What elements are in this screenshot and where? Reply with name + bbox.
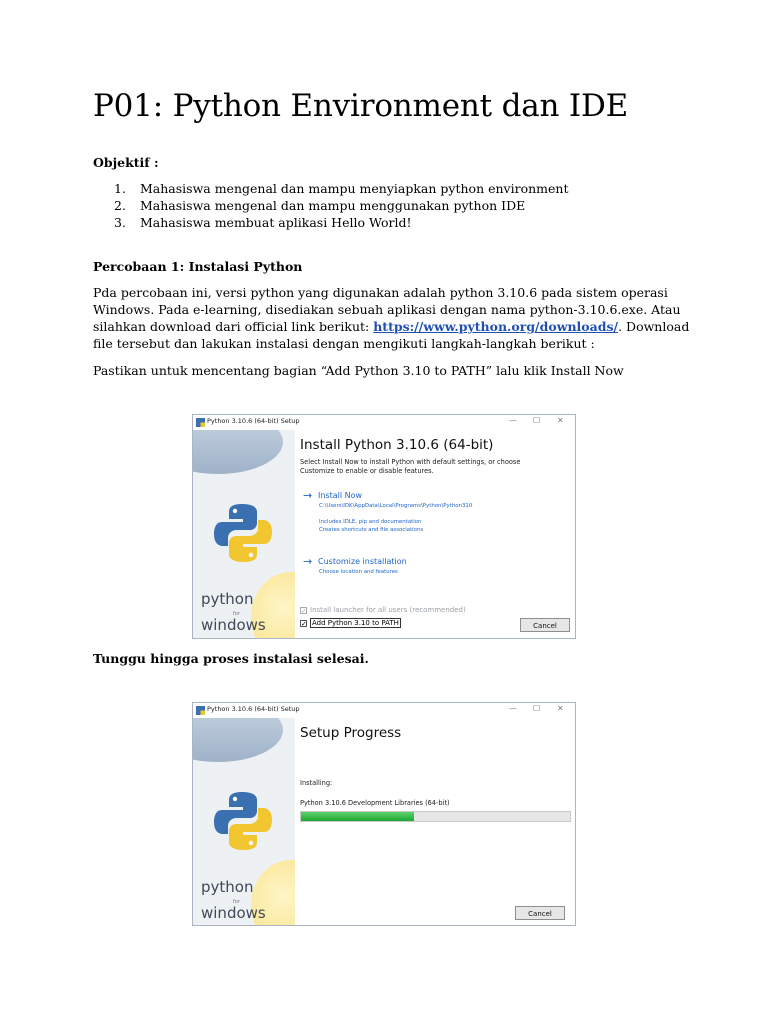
launcher-checkbox[interactable] bbox=[300, 606, 466, 614]
installer-heading: Install Python 3.10.6 (64-bit) bbox=[300, 437, 494, 453]
list-number: 2. bbox=[114, 198, 126, 213]
cancel-button[interactable]: Cancel bbox=[520, 618, 570, 632]
installer-desc-line: Customize to enable or disable features. bbox=[300, 467, 434, 475]
logo-python-text: python bbox=[201, 878, 254, 896]
list-item bbox=[93, 214, 568, 231]
close-icon[interactable]: ✕ bbox=[557, 704, 564, 713]
list-text: Mahasiswa membuat aplikasi Hello World! bbox=[140, 215, 412, 230]
logo-windows-text: windows bbox=[201, 904, 266, 922]
installer-heading: Setup Progress bbox=[300, 725, 402, 741]
tunggu-instruction: Tunggu hingga proses instalasi selesai. bbox=[93, 651, 369, 666]
paragraph-text: . Download bbox=[618, 319, 690, 334]
add-path-checkbox[interactable] bbox=[300, 619, 401, 627]
maximize-icon[interactable]: ☐ bbox=[533, 704, 541, 713]
python-logo-icon bbox=[212, 502, 274, 564]
customize-label: Customize installation bbox=[318, 557, 407, 566]
list-item bbox=[93, 197, 568, 214]
installer-desc-line: Select Install Now to install Python with default settings, or choose bbox=[300, 458, 521, 466]
installer-window-progress bbox=[192, 702, 576, 926]
arrow-right-icon: → bbox=[303, 489, 313, 502]
list-text: Mahasiswa mengenal dan mampu menggunakan python IDE bbox=[140, 198, 526, 213]
window-titlebar bbox=[193, 415, 575, 430]
arrow-right-icon: → bbox=[303, 555, 313, 568]
logo-python-text: python bbox=[201, 590, 254, 608]
page-title: P01: Python Environment dan IDE bbox=[93, 88, 629, 124]
checkbox-checked-icon: ✓ bbox=[301, 607, 307, 615]
list-number: 1. bbox=[114, 181, 126, 196]
add-path-label: Add Python 3.10 to PATH bbox=[312, 619, 399, 627]
decorative-blob bbox=[193, 718, 283, 762]
minimize-icon[interactable]: — bbox=[509, 416, 517, 425]
progress-fill bbox=[301, 812, 414, 821]
logo-for-text: for bbox=[233, 611, 240, 617]
list-number: 3. bbox=[114, 215, 126, 230]
objektif-label: Objektif : bbox=[93, 155, 159, 170]
python-setup-icon bbox=[196, 706, 205, 715]
window-title: Python 3.10.6 (64-bit) Setup bbox=[207, 417, 300, 425]
paragraph-line bbox=[93, 318, 690, 335]
installing-label: Installing: bbox=[300, 779, 333, 787]
logo-for-text: for bbox=[233, 899, 240, 905]
logo-windows-text: windows bbox=[201, 616, 266, 634]
cancel-button[interactable]: Cancel bbox=[515, 906, 565, 920]
minimize-icon[interactable]: — bbox=[509, 704, 517, 713]
maximize-icon[interactable]: ☐ bbox=[533, 416, 541, 425]
intro-paragraph bbox=[93, 284, 690, 352]
customize-sub: Choose location and features bbox=[319, 569, 398, 575]
list-item bbox=[93, 180, 568, 197]
window-title: Python 3.10.6 (64-bit) Setup bbox=[207, 705, 300, 713]
installer-window-install bbox=[192, 414, 576, 639]
paragraph-text: silahkan download dari official link berikut: bbox=[93, 319, 374, 334]
install-now-label: Install Now bbox=[318, 491, 363, 500]
installer-sidebar bbox=[193, 430, 295, 638]
customize-installation-option[interactable] bbox=[303, 556, 563, 578]
launcher-label: Install launcher for all users (recommended) bbox=[310, 606, 466, 614]
close-icon[interactable]: ✕ bbox=[557, 416, 564, 425]
paragraph-line: Windows. Pada e-learning, disediakan sebuah aplikasi dengan nama python-3.10.6.exe. Atau bbox=[93, 302, 681, 317]
paragraph-line: Pda percobaan ini, versi python yang digunakan adalah python 3.10.6 pada sistem operasi bbox=[93, 285, 668, 300]
objectives-list bbox=[93, 180, 568, 231]
decorative-blob bbox=[193, 430, 283, 474]
install-feature: Includes IDLE, pip and documentation bbox=[319, 519, 422, 525]
installing-item: Python 3.10.6 Development Libraries (64-bit) bbox=[300, 799, 450, 807]
install-path: C:\Users\IDK\AppData\Local\Programs\Python\Python310 bbox=[319, 503, 473, 509]
python-downloads-link[interactable]: https://www.python.org/downloads/ bbox=[373, 319, 619, 334]
paragraph-line: file tersebut dan lakukan instalasi dengan mengikuti langkah-langkah berikut : bbox=[93, 336, 595, 351]
percobaan-heading: Percobaan 1: Instalasi Python bbox=[93, 259, 303, 274]
install-progress-bar bbox=[300, 811, 571, 822]
python-logo-icon bbox=[212, 790, 274, 852]
list-text: Mahasiswa mengenal dan mampu menyiapkan python environment bbox=[140, 181, 569, 196]
python-setup-icon bbox=[196, 418, 205, 427]
install-feature: Creates shortcuts and file associations bbox=[319, 527, 424, 533]
installer-sidebar bbox=[193, 718, 295, 925]
checkbox-checked-icon: ✓ bbox=[301, 620, 307, 628]
install-now-option[interactable] bbox=[303, 490, 563, 540]
pastikan-instruction: Pastikan untuk mencentang bagian “Add Python 3.10 to PATH” lalu klik Install Now bbox=[93, 363, 624, 378]
window-titlebar bbox=[193, 703, 575, 718]
